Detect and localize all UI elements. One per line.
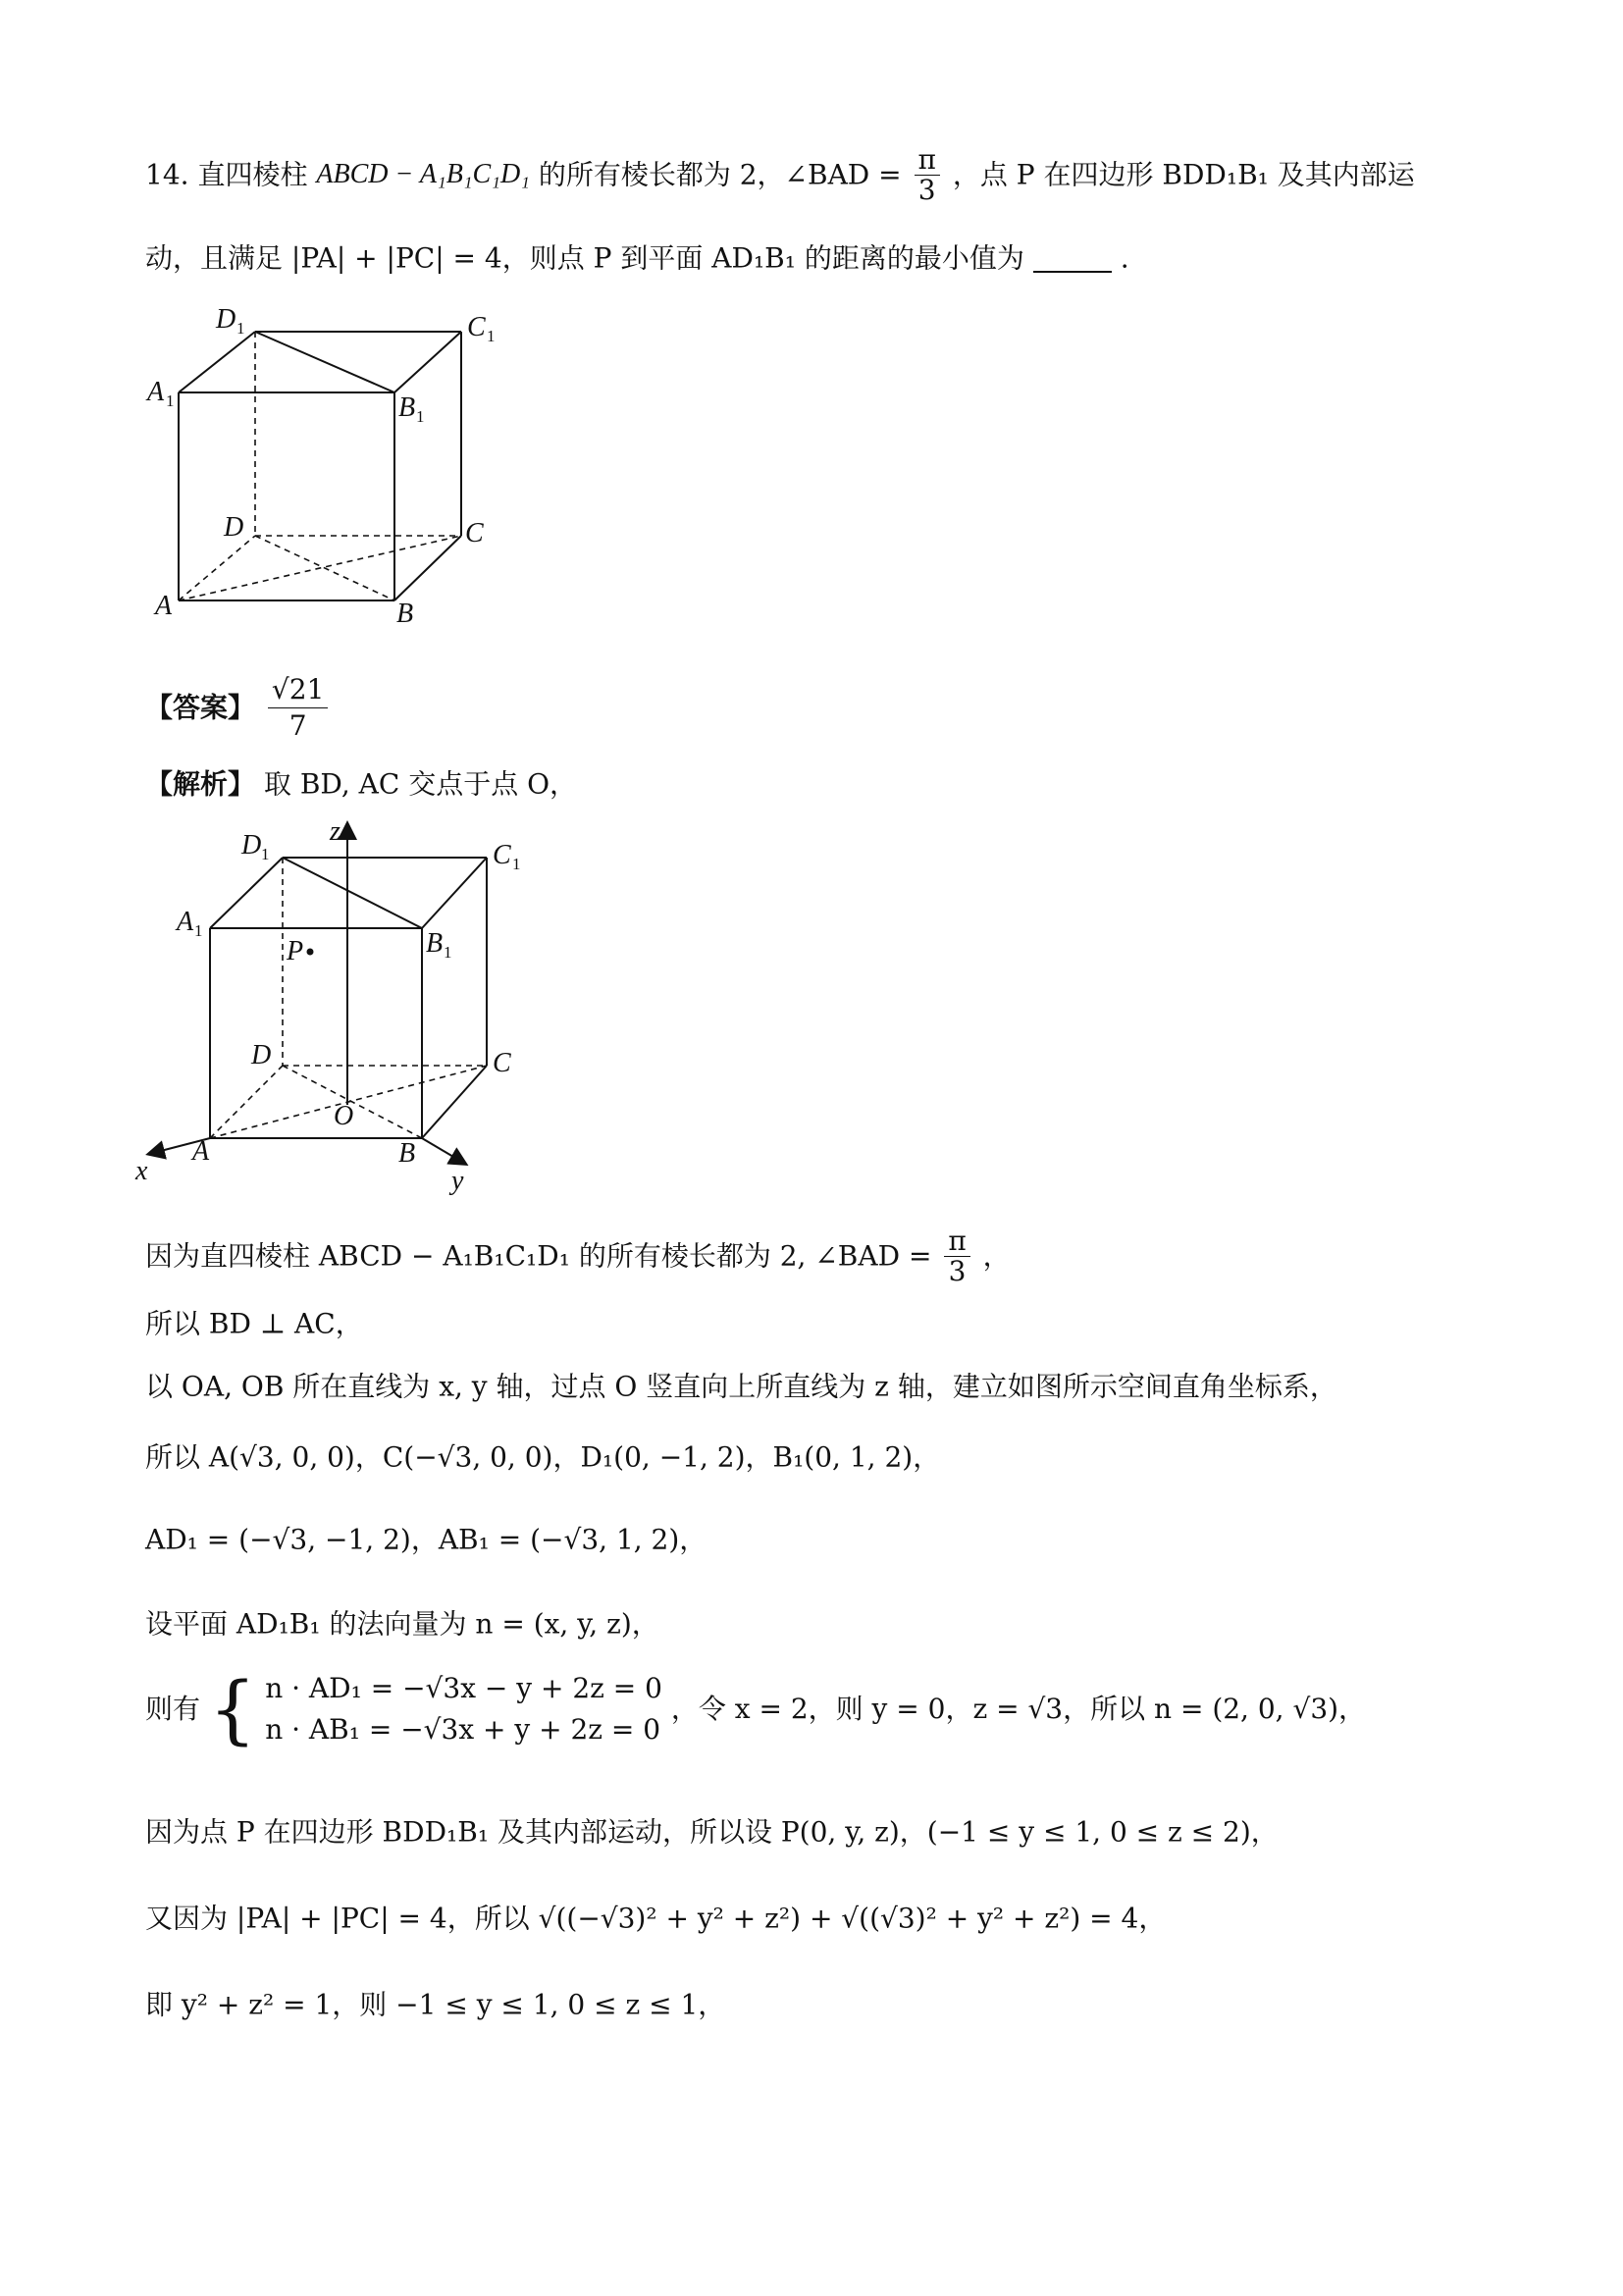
s10-text: 即 y² + z² = 1，则 −1 ≤ y ≤ 1, 0 ≤ z ≤ 1，	[145, 1988, 726, 2021]
equation-2: n · AB₁ = −√3x + y + 2z = 0	[265, 1713, 661, 1746]
label-A: A	[192, 1136, 210, 1167]
label-B: B	[398, 1138, 416, 1169]
edge-AD	[179, 536, 255, 600]
solution-line-5	[145, 1519, 707, 1560]
answer-tag: 【答案】	[145, 691, 256, 724]
equation-system	[265, 1668, 662, 1750]
edge-B1C1	[394, 332, 461, 392]
label-D1-sub: 1	[261, 845, 270, 863]
problem-text-a: 直四棱柱	[197, 158, 308, 191]
label-z: z	[330, 816, 340, 847]
coordinate-figure	[135, 810, 569, 1196]
edge-A1D1	[179, 332, 255, 392]
y-axis	[422, 1138, 465, 1164]
edge-D1B1	[283, 858, 422, 928]
angle-fraction	[915, 145, 940, 205]
solution-line-6	[145, 1603, 659, 1644]
solution-intro	[145, 763, 577, 805]
label-B1-sub: 1	[444, 943, 452, 962]
s1-numerator: π	[944, 1226, 969, 1257]
label-A1-sub: 1	[166, 391, 175, 410]
solution-line-7	[145, 1665, 1367, 1762]
solution-line-2	[145, 1303, 363, 1344]
s7-pre: 则有	[145, 1693, 201, 1725]
problem-number: 14.	[145, 158, 189, 191]
answer-denominator: 7	[288, 709, 307, 742]
label-C1-sub: 1	[487, 327, 496, 345]
solution-line-8	[145, 1811, 1279, 1852]
s4-text: 所以 A(√3, 0, 0)，C(−√3, 0, 0)，D₁(0, −1, 2)，B₁(0, 1, 2)，	[145, 1440, 941, 1474]
label-D1-sub: 1	[236, 319, 245, 338]
point-P	[307, 949, 314, 956]
solution-line-10	[145, 1984, 725, 2025]
s2-text: 所以 BD ⊥ AC，	[145, 1307, 363, 1340]
edge-D1B1	[255, 332, 394, 392]
label-C1-sub: 1	[512, 855, 521, 873]
solution-line-3	[145, 1366, 1337, 1407]
edge-BC	[422, 1066, 487, 1138]
answer-fraction	[268, 672, 328, 744]
label-B1-sub: 1	[416, 407, 425, 426]
solution-line-9	[145, 1898, 1166, 1939]
label-P: P	[287, 936, 304, 966]
s1-end: ，	[982, 1239, 1011, 1273]
problem-text-b: 的所有棱长都为 2，∠BAD =	[538, 158, 902, 191]
solution-line-1	[145, 1226, 1011, 1286]
label-D1: D	[216, 304, 236, 335]
problem-line-1	[145, 145, 1415, 205]
label-B: B	[396, 599, 414, 629]
label-D: D	[224, 512, 244, 543]
angle-denominator: 3	[917, 174, 936, 206]
s1-text: 因为直四棱柱 ABCD − A₁B₁C₁D₁ 的所有棱长都为 2, ∠BAD =	[145, 1239, 932, 1273]
label-A1: A	[147, 377, 165, 407]
label-D1: D	[241, 830, 262, 861]
label-B1: B	[426, 928, 444, 959]
label-O: O	[334, 1101, 354, 1131]
solution-intro-text: 取 BD, AC 交点于点 O，	[263, 767, 578, 801]
edge-BC	[394, 536, 461, 600]
diag-BD	[255, 536, 394, 600]
answer-numerator: √21	[268, 672, 328, 708]
s1-fraction	[944, 1226, 969, 1286]
prism-name: ABCD − A₁B₁C₁D₁	[316, 159, 530, 189]
problem-text-c: ，点 P 在四边形 BDD₁B₁ 及其内部运	[952, 158, 1415, 191]
label-A: A	[155, 591, 173, 621]
label-A1: A	[177, 907, 194, 937]
label-y: y	[451, 1166, 464, 1196]
edge-B1C1	[422, 858, 487, 928]
solution-line-4	[145, 1436, 940, 1478]
problem-text-line2: 动，且满足 |PA| + |PC| = 4，则点 P 到平面 AD₁B₁ 的距离的最小值为	[145, 241, 1024, 275]
s3-text: 以 OA, OB 所在直线为 x, y 轴，过点 O 竖直向上所直线为 z 轴，建立如图所示空间直角坐标系，	[145, 1370, 1337, 1403]
answer-line	[145, 667, 332, 748]
edge-A1D1	[210, 858, 283, 928]
angle-numerator: π	[915, 145, 940, 176]
label-C1: C	[493, 840, 511, 870]
s1-denominator: 3	[948, 1255, 967, 1287]
prism-figure	[137, 294, 530, 638]
label-C: C	[465, 518, 484, 548]
answer-blank	[1033, 245, 1112, 273]
problem-line-2	[145, 237, 1129, 279]
label-C1: C	[467, 312, 486, 342]
s5-text: AD₁ = (−√3, −1, 2)，AB₁ = (−√3, 1, 2)，	[145, 1523, 707, 1556]
s9-text: 又因为 |PA| + |PC| = 4，所以 √((−√3)² + y² + z²) + √((√3)² + y² + z²) = 4，	[145, 1902, 1167, 1935]
problem-end: .	[1120, 241, 1129, 275]
s6-text: 设平面 AD₁B₁ 的法向量为 n = (x, y, z)，	[145, 1607, 659, 1641]
s8-text: 因为点 P 在四边形 BDD₁B₁ 及其内部运动，所以设 P(0, y, z)，(−1 ≤ y ≤ 1, 0 ≤ z ≤ 2)，	[145, 1815, 1279, 1849]
diag-AC	[179, 536, 461, 600]
label-A1-sub: 1	[194, 921, 203, 940]
label-x: x	[135, 1156, 148, 1186]
label-C: C	[493, 1048, 511, 1078]
edge-AD	[210, 1066, 283, 1138]
equation-1: n · AD₁ = −√3x − y + 2z = 0	[265, 1672, 662, 1704]
solution-tag: 【解析】	[145, 767, 256, 801]
s7-post: ，令 x = 2，则 y = 0，z = √3，所以 n = (2, 0, √3)，	[670, 1693, 1367, 1725]
label-D: D	[251, 1040, 272, 1070]
label-B1: B	[398, 392, 416, 423]
system-brace: {	[208, 1665, 257, 1752]
